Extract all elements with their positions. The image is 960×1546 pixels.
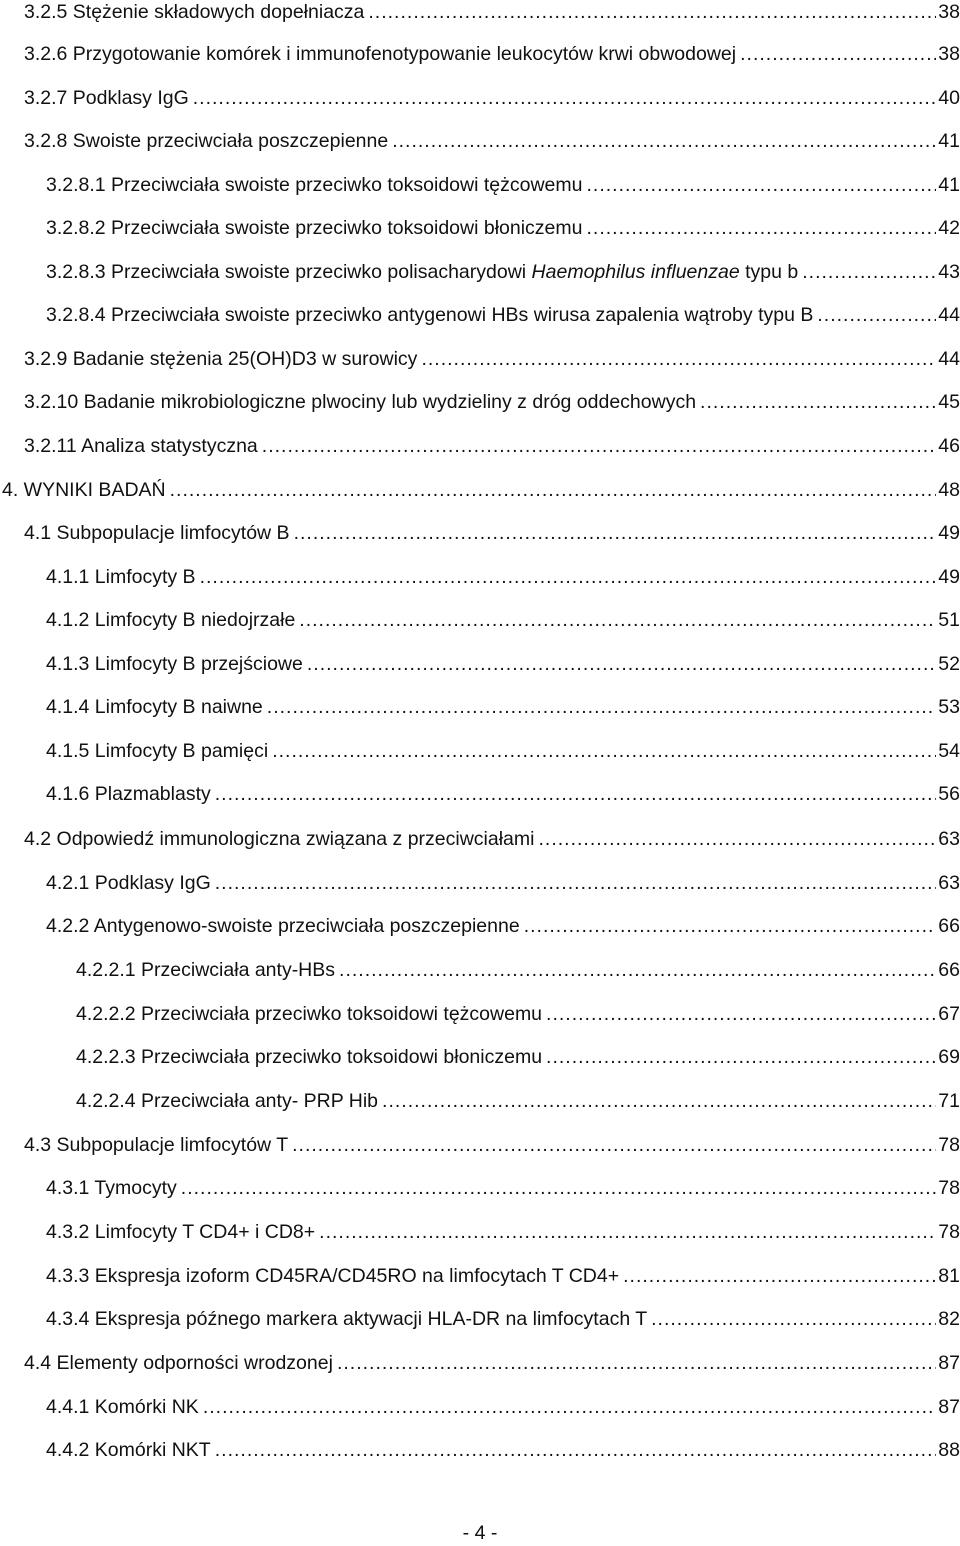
dot-leader — [651, 1305, 936, 1333]
toc-entry[interactable] — [76, 956, 960, 984]
toc-entry[interactable] — [24, 1349, 960, 1377]
toc-entry-label: 4.1.5 Limfocyty B pamięci — [46, 740, 269, 762]
dot-leader — [524, 912, 937, 940]
toc-entry-page: 46 — [938, 435, 960, 457]
dot-leader — [200, 563, 937, 591]
toc-entry-label: 4.4.2 Komórki NKT — [46, 1439, 211, 1461]
toc-entry-label: 4.1.2 Limfocyty B niedojrzałe — [46, 609, 296, 631]
toc-entry-label: 3.2.10 Badanie mikrobiologiczne plwociny lub wydzieliny z dróg oddechowych — [24, 391, 697, 413]
toc-entry-page: 88 — [938, 1439, 960, 1461]
toc-entry-label: 4.2.1 Podklasy IgG — [46, 872, 211, 894]
toc-entry-page: 38 — [938, 1, 960, 23]
toc-entry-label: 3.2.8 Swoiste przeciwciała poszczepienne — [24, 130, 389, 152]
page-number: - 4 - — [462, 1522, 498, 1544]
toc-entry-page: 78 — [938, 1177, 960, 1199]
toc-entry-label: 3.2.7 Podklasy IgG — [24, 87, 189, 109]
dot-leader — [267, 693, 937, 721]
toc-entry-label: 4. WYNIKI BADAŃ — [2, 479, 166, 501]
toc-entry-page: 45 — [938, 391, 960, 413]
toc-entry-label: 4.2.2.4 Przeciwciała anty- PRP Hib — [76, 1090, 379, 1112]
toc-entry[interactable] — [46, 912, 960, 940]
toc-entry-page: 44 — [938, 348, 960, 370]
toc-entry-page: 48 — [938, 479, 960, 501]
toc-entry-page: 51 — [938, 609, 960, 631]
toc-entry[interactable] — [46, 1436, 960, 1464]
toc-entry-label: 3.2.8.2 Przeciwciała swoiste przeciwko toksoidowi błoniczemu — [46, 217, 583, 239]
dot-leader — [586, 171, 936, 199]
toc-entry-page: 42 — [938, 217, 960, 239]
toc-entry-label: 4.2.2.2 Przeciwciała przeciwko toksoidowi tężcowemu — [76, 1003, 543, 1025]
dot-leader — [299, 606, 936, 634]
toc-entry-page: 40 — [938, 87, 960, 109]
toc-entry-page: 67 — [938, 1003, 960, 1025]
toc-entry[interactable] — [46, 693, 960, 721]
toc-entry-label: 4.2.2.3 Przeciwciała przeciwko toksoidowi błoniczemu — [76, 1046, 543, 1068]
toc-entry-page: 44 — [938, 304, 960, 326]
dot-leader — [623, 1262, 936, 1290]
dot-leader — [272, 737, 936, 765]
toc-entry[interactable] — [46, 1305, 960, 1333]
toc-entry[interactable] — [2, 476, 960, 504]
toc-entry[interactable] — [46, 1393, 960, 1421]
toc-entry[interactable] — [46, 606, 960, 634]
toc-entry[interactable] — [24, 388, 960, 416]
dot-leader — [382, 1087, 936, 1115]
toc-entry[interactable] — [24, 40, 960, 68]
toc-entry-label: 3.2.8.4 Przeciwciała swoiste przeciwko antygenowi HBs wirusa zapalenia wątroby typu B — [46, 304, 814, 326]
toc-entry[interactable] — [76, 1000, 960, 1028]
toc-entry-label-pre: 3.2.8.3 Przeciwciała swoiste przeciwko polisacharydowi — [46, 261, 532, 283]
toc-entry-label — [46, 258, 802, 286]
dot-leader — [700, 388, 936, 416]
toc-entry[interactable] — [24, 825, 960, 853]
toc-entry-page: 63 — [938, 828, 960, 850]
toc-entry-page: 69 — [938, 1046, 960, 1068]
toc-entry[interactable] — [24, 432, 960, 460]
toc-entry-page: 66 — [938, 959, 960, 981]
toc-entry[interactable] — [46, 563, 960, 591]
dot-leader — [817, 301, 936, 329]
toc-entry-label: 4.3 Subpopulacje limfocytów T — [24, 1134, 289, 1156]
toc-entry-label: 4.3.2 Limfocyty T CD4+ i CD8+ — [46, 1221, 316, 1243]
dot-leader — [215, 869, 937, 897]
toc-entry-label: 3.2.5 Stężenie składowych dopełniacza — [24, 1, 365, 23]
toc-entry-page: 49 — [938, 522, 960, 544]
toc-entry-label: 4.3.1 Tymocyty — [46, 1177, 177, 1199]
toc-entry[interactable] — [46, 1218, 960, 1246]
dot-leader — [307, 650, 936, 678]
toc-entry-page: 41 — [938, 174, 960, 196]
toc-entry[interactable] — [46, 780, 960, 808]
toc-entry-label: 4.1.3 Limfocyty B przejściowe — [46, 653, 303, 675]
dot-leader — [215, 780, 937, 808]
toc-entry-label: 4.3.3 Ekspresja izoform CD45RA/CD45RO na limfocytach T CD4+ — [46, 1265, 620, 1287]
dot-leader — [262, 432, 937, 460]
toc-entry[interactable] — [76, 1087, 960, 1115]
toc-entry-page: 49 — [938, 566, 960, 588]
toc-entry-label: 4.1 Subpopulacje limfocytów B — [24, 522, 290, 544]
dot-leader — [368, 0, 936, 26]
toc-entry[interactable] — [24, 0, 960, 26]
toc-entry[interactable] — [24, 519, 960, 547]
toc-entry[interactable] — [46, 301, 960, 329]
toc-entry-label: 4.2.2 Antygenowo-swoiste przeciwciała poszczepienne — [46, 915, 520, 937]
dot-leader — [546, 1043, 936, 1071]
toc-entry[interactable] — [46, 258, 960, 286]
toc-entry[interactable] — [24, 1131, 960, 1159]
toc-entry[interactable] — [76, 1043, 960, 1071]
toc-entry-label: 4.4.1 Komórki NK — [46, 1396, 199, 1418]
toc-entry-page: 66 — [938, 915, 960, 937]
toc-entry-label-post: typu b — [739, 261, 799, 283]
dot-leader — [319, 1218, 936, 1246]
toc-entry-label-italic: Haemophilus influenzae — [531, 261, 740, 283]
toc-entry[interactable] — [46, 171, 960, 199]
toc-entry[interactable] — [46, 869, 960, 897]
dot-leader — [421, 345, 936, 373]
dot-leader — [215, 1436, 937, 1464]
toc-entry[interactable] — [46, 737, 960, 765]
toc-entry-label: 3.2.6 Przygotowanie komórek i immunofenotypowanie leukocytów krwi obwodowej — [24, 43, 737, 65]
dot-leader — [170, 476, 937, 504]
toc-entry-page: 38 — [938, 43, 960, 65]
dot-leader — [203, 1393, 936, 1421]
toc-entry-label: 3.2.11 Analiza statystyczna — [24, 435, 258, 457]
dot-leader — [339, 956, 936, 984]
toc-entry-page: 52 — [938, 653, 960, 675]
toc-entry[interactable] — [46, 650, 960, 678]
dot-leader — [294, 519, 937, 547]
toc-entry-page: 43 — [938, 261, 960, 283]
toc-entry[interactable] — [24, 127, 960, 155]
dot-leader — [292, 1131, 936, 1159]
toc-entry-page: 63 — [938, 872, 960, 894]
dot-leader — [546, 1000, 936, 1028]
toc-entry-label: 3.2.8.1 Przeciwciała swoiste przeciwko toksoidowi tężcowemu — [46, 174, 583, 196]
toc-entry-page: 81 — [938, 1265, 960, 1287]
toc-entry-page: 41 — [938, 130, 960, 152]
dot-leader — [802, 258, 936, 286]
toc-entry[interactable] — [24, 84, 960, 112]
toc-entry-label: 4.2.2.1 Przeciwciała anty-HBs — [76, 959, 336, 981]
toc-entry-page: 56 — [938, 783, 960, 805]
dot-leader — [193, 84, 937, 112]
toc-entry[interactable] — [46, 214, 960, 242]
toc-entry-page: 87 — [938, 1396, 960, 1418]
dot-leader — [181, 1174, 937, 1202]
toc-entry-page: 78 — [938, 1134, 960, 1156]
dot-leader — [538, 825, 936, 853]
toc-entry-page: 53 — [938, 696, 960, 718]
toc-entry-label: 4.1.6 Plazmablasty — [46, 783, 211, 805]
toc-entry-page: 54 — [938, 740, 960, 762]
dot-leader — [740, 40, 936, 68]
toc-entry-label: 4.2 Odpowiedź immunologiczna związana z przeciwciałami — [24, 828, 535, 850]
toc-entry-label: 4.4 Elementy odporności wrodzonej — [24, 1352, 333, 1374]
toc-entry-page: 78 — [938, 1221, 960, 1243]
dot-leader — [392, 127, 936, 155]
toc-entry-label: 4.3.4 Ekspresja późnego markera aktywacji HLA-DR na limfocytach T — [46, 1308, 648, 1330]
toc-entry[interactable] — [46, 1262, 960, 1290]
dot-leader — [586, 214, 936, 242]
toc-entry-page: 82 — [938, 1308, 960, 1330]
toc-entry-page: 71 — [938, 1090, 960, 1112]
dot-leader — [337, 1349, 936, 1377]
toc-entry[interactable] — [24, 345, 960, 373]
toc-entry-page: 87 — [938, 1352, 960, 1374]
toc-entry[interactable] — [46, 1174, 960, 1202]
toc-entry-label: 4.1.4 Limfocyty B naiwne — [46, 696, 263, 718]
toc-entry-label: 3.2.9 Badanie stężenia 25(OH)D3 w surowicy — [24, 348, 418, 370]
toc-entry-label: 4.1.1 Limfocyty B — [46, 566, 196, 588]
